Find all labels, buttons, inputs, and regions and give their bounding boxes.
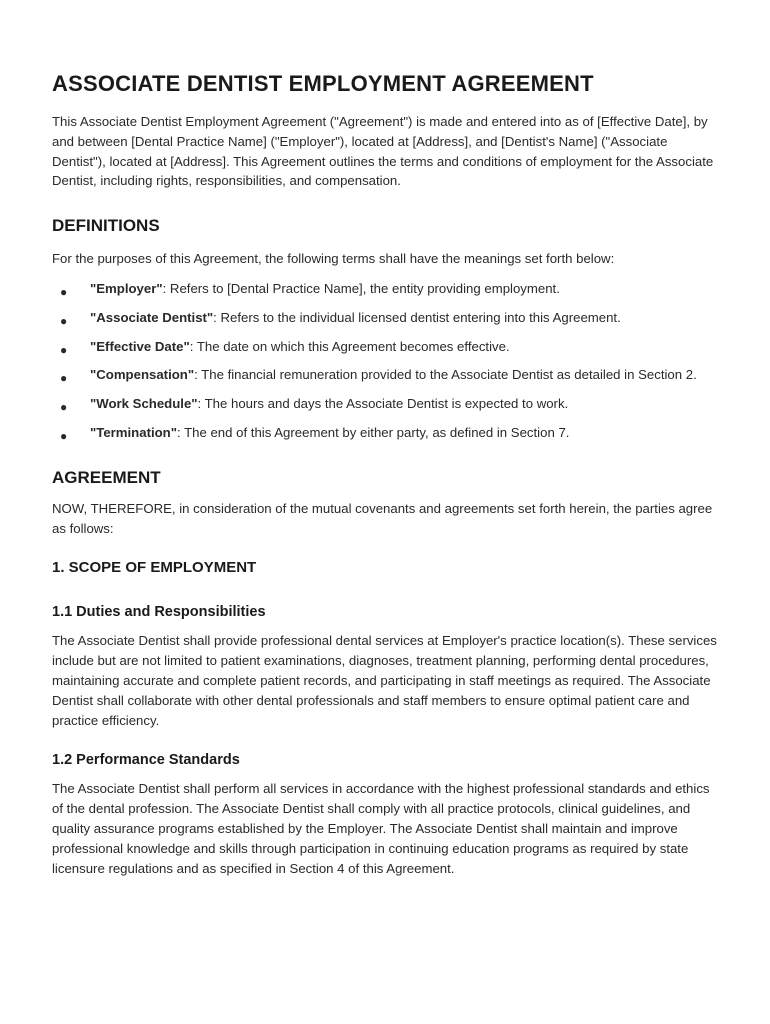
definition-text: : The hours and days the Associate Dentist is expected to work. <box>197 396 569 412</box>
definition-item-effective-date <box>52 337 718 357</box>
definition-text: : Refers to [Dental Practice Name], the entity providing employment. <box>162 280 560 296</box>
definition-item-work-schedule <box>52 394 718 414</box>
definition-term: "Effective Date" <box>90 338 190 354</box>
definition-text: : The financial remuneration provided to the Associate Dentist as detailed in Section 2. <box>194 367 697 383</box>
document-title: ASSOCIATE DENTIST EMPLOYMENT AGREEMENT <box>52 71 594 96</box>
definition-term: "Employer" <box>90 280 163 296</box>
bullet-icon: ● <box>60 400 68 415</box>
definition-item-employer <box>52 279 718 299</box>
duties-paragraph: The Associate Dentist shall provide professional dental services at Employer's practice location(s). These services include but are not limited to patient examinations, diagnoses, treatment planning, performing dental procedures, maintaining accurate and complete patient records, and participating in staff meetings as required. The Associate Dentist shall collaborate with other dental professionals and staff members to ensure optimal patient care and practice efficiency. <box>52 633 717 728</box>
bullet-icon: ● <box>60 342 68 357</box>
definitions-intro: For the purposes of this Agreement, the following terms shall have the meanings set forth below: <box>52 251 615 267</box>
bullet-icon: ● <box>60 284 68 299</box>
definition-term: "Associate Dentist" <box>90 309 214 325</box>
bullet-icon: ● <box>60 428 68 443</box>
definition-item-associate-dentist <box>52 308 718 328</box>
definition-item-termination <box>52 423 718 443</box>
definition-term: "Termination" <box>90 424 177 440</box>
performance-heading: 1.2 Performance Standards <box>52 752 240 769</box>
definition-item-compensation <box>52 365 718 385</box>
definition-text: : Refers to the individual licensed dentist entering into this Agreement. <box>213 309 621 325</box>
bullet-icon: ● <box>60 371 68 386</box>
scope-heading: 1. SCOPE OF EMPLOYMENT <box>52 559 257 577</box>
definitions-list <box>52 279 718 443</box>
duties-heading: 1.1 Duties and Responsibilities <box>52 604 266 621</box>
agreement-heading: AGREEMENT <box>52 467 161 487</box>
bullet-icon: ● <box>60 313 68 328</box>
agreement-intro: NOW, THEREFORE, in consideration of the mutual covenants and agreements set forth herein, the parties agree as follows: <box>52 500 713 536</box>
definitions-heading: DEFINITIONS <box>52 216 160 236</box>
definition-text: : The date on which this Agreement becomes effective. <box>189 338 510 354</box>
intro-paragraph: This Associate Dentist Employment Agreement ("Agreement") is made and entered into as of [Effective Date], by and between [Dental Practice Name] ("Employer"), located at [Address], and [Dentist's Name] ("Associate Dentist"), located at [Address]. This Agreement outlines the terms and conditions of employment for the Associate Dentist, including rights, responsibilities, and compensation. <box>52 114 714 189</box>
definition-text: : The end of this Agreement by either party, as defined in Section 7. <box>177 424 570 440</box>
definition-term: "Work Schedule" <box>90 396 198 412</box>
definition-term: "Compensation" <box>90 367 195 383</box>
performance-paragraph: The Associate Dentist shall perform all services in accordance with the highest professional standards and ethics of the dental profession. The Associate Dentist shall comply with all practice protocols, clinical guidelines, and quality assurance programs established by the Employer. The Associate Dentist shall maintain and improve professional knowledge and skills through participation in continuing education programs as required by state licensure regulations and as specified in Section 4 of this Agreement. <box>52 781 710 876</box>
